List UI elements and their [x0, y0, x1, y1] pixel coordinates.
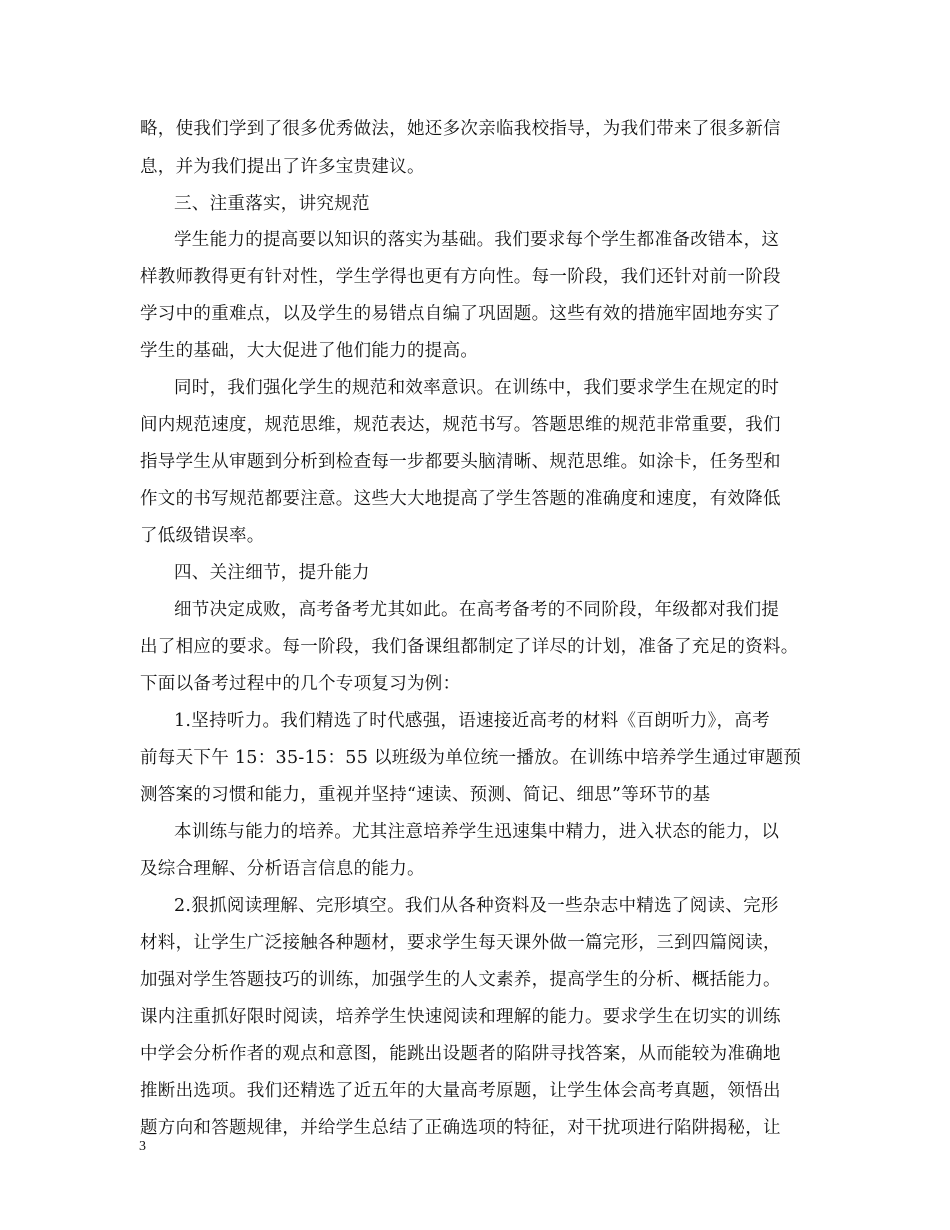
text-line: 略，使我们学到了很多优秀做法，她还多次亲临我校指导，为我们带来了很多新信 — [140, 119, 781, 139]
text-line: 了低级错误率。 — [140, 526, 265, 546]
text-line: 1.坚持听力。我们精选了时代感强，语速接近高考的材料《百朗听力》，高考 — [174, 711, 770, 731]
section-heading: 四、关注细节，提升能力 — [174, 563, 370, 583]
text-line: 题方向和答题规律，并给学生总结了正确选项的特征，对干扰项进行陷阱揭秘，让 — [140, 1118, 781, 1138]
section-heading: 三、注重落实，讲究规范 — [174, 194, 370, 214]
text-line: 推断出选项。我们还精选了近五年的大量高考原题，让学生体会高考真题，领悟出 — [140, 1081, 781, 1101]
text-line: 样教师教得更有针对性，学生学得也更有方向性。每一阶段，我们还针对前一阶段 — [140, 267, 781, 287]
text-line: 测答案的习惯和能力，重视并坚持“速读、预测、简记、细思”等环节的基 — [140, 785, 711, 805]
text-line: 学生的基础，大大促进了他们能力的提高。 — [140, 341, 479, 361]
text-line: 学生能力的提高要以知识的落实为基础。我们要求每个学生都准备改错本，这 — [174, 230, 780, 250]
text-line: 下面以备考过程中的几个专项复习为例： — [140, 674, 461, 694]
text-line: 作文的书写规范都要注意。这些大大地提高了学生答题的准确度和速度，有效降低 — [140, 489, 781, 509]
text-line: 前每天下午 15：35-15：55 以班级为单位统一播放。在训练中培养学生通过审题预 — [140, 748, 802, 768]
text-line: 本训练与能力的培养。尤其注意培养学生迅速集中精力，进入状态的能力，以 — [174, 822, 780, 842]
text-line: 细节决定成败，高考备考尤其如此。在高考备考的不同阶段，年级都对我们提 — [174, 600, 780, 620]
text-line: 同时，我们强化学生的规范和效率意识。在训练中，我们要求学生在规定的时 — [174, 378, 780, 398]
text-line: 出了相应的要求。每一阶段，我们备课组都制定了详尽的计划，准备了充足的资料。 — [140, 637, 799, 657]
text-line: 学习中的重难点，以及学生的易错点自编了巩固题。这些有效的措施牢固地夯实了 — [140, 304, 781, 324]
text-line: 材料，让学生广泛接触各种题材，要求学生每天课外做一篇完形，三到四篇阅读， — [140, 933, 781, 953]
text-line: 中学会分析作者的观点和意图，能跳出设题者的陷阱寻找答案，从而能较为准确地 — [140, 1044, 781, 1064]
text-line: 指导学生从审题到分析到检查每一步都要头脑清晰、规范思维。如涂卡，任务型和 — [140, 452, 781, 472]
text-line: 加强对学生答题技巧的训练，加强学生的人文素养，提高学生的分析、概括能力。 — [140, 970, 781, 990]
text-line: 课内注重抓好限时阅读，培养学生快速阅读和理解的能力。要求学生在切实的训练 — [140, 1007, 781, 1027]
text-line: 及综合理解、分析语言信息的能力。 — [140, 859, 425, 879]
text-line: 息，并为我们提出了许多宝贵建议。 — [140, 157, 425, 177]
page-number: 3 — [139, 1139, 146, 1154]
text-line: 间内规范速度，规范思维，规范表达，规范书写。答题思维的规范非常重要，我们 — [140, 415, 781, 435]
text-line: 2.狠抓阅读理解、完形填空。我们从各种资料及一些杂志中精选了阅读、完形 — [174, 896, 779, 916]
